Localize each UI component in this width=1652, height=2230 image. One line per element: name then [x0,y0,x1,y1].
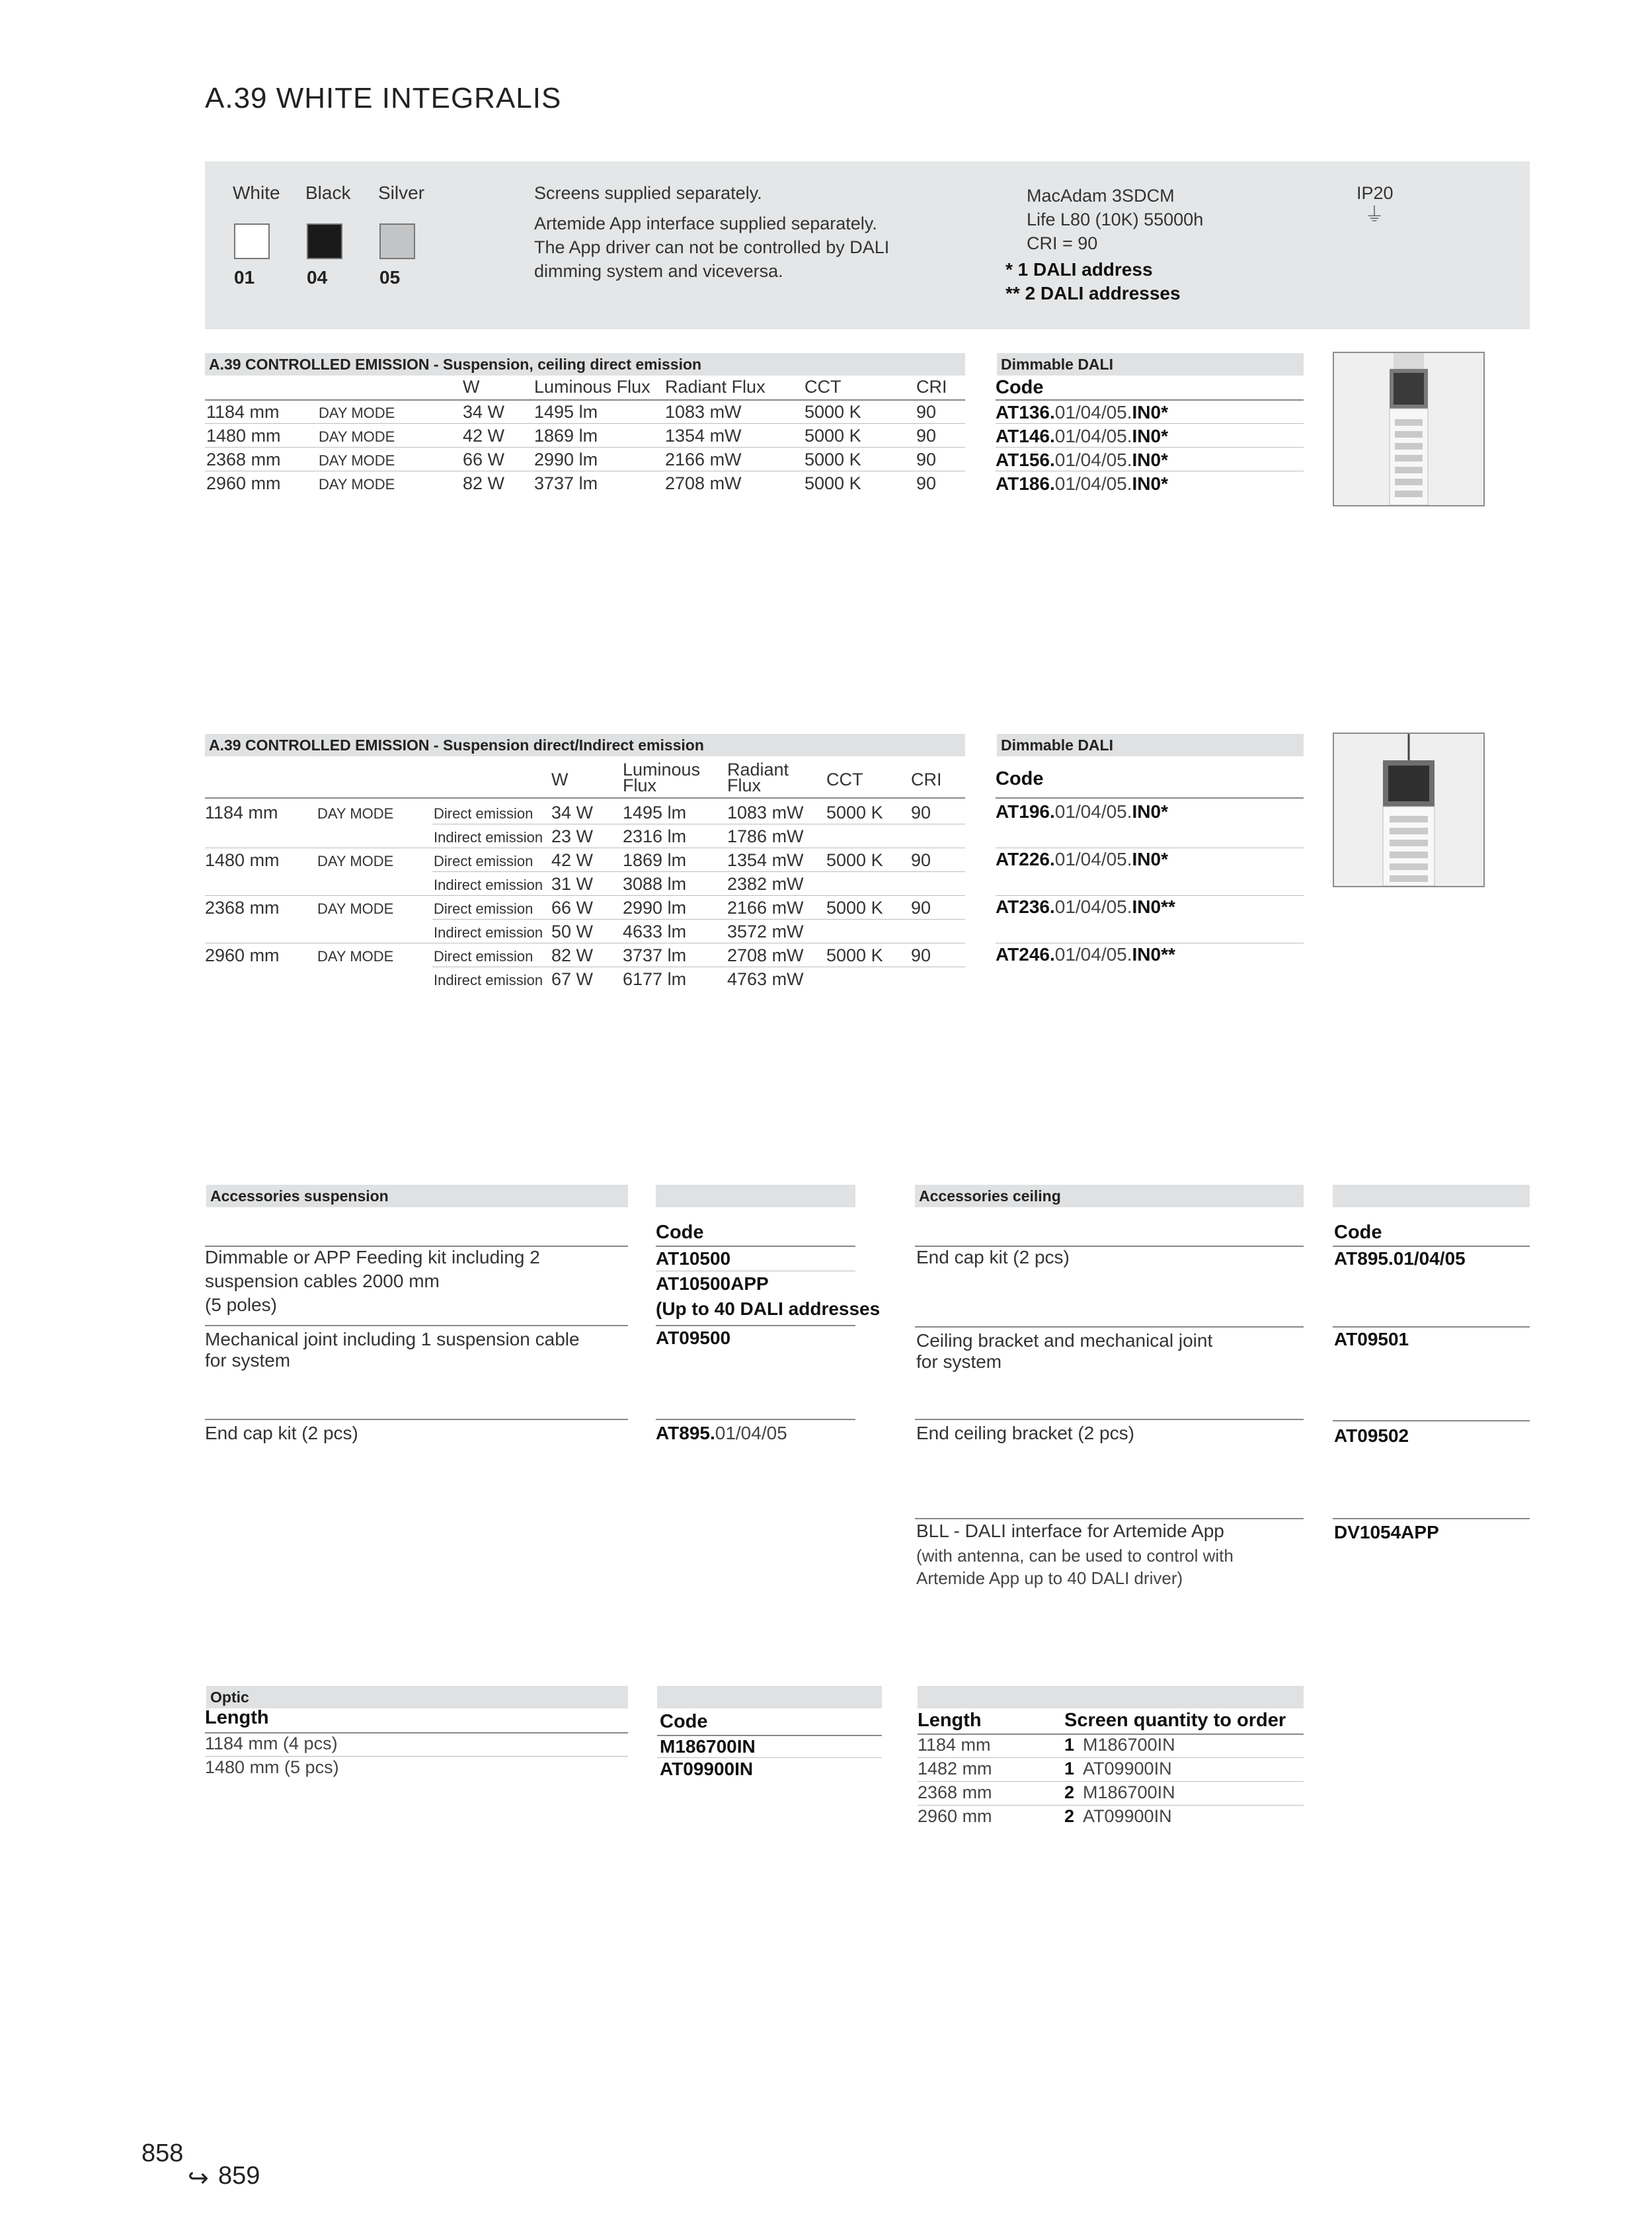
screen-qty: 2 [1064,1806,1075,1826]
group-cri: 90 [911,850,931,870]
acc-ceil-item-4: BLL - DALI interface for Artemide App [916,1521,1224,1541]
code-rule [996,895,1304,896]
screen-qty: 1 [1064,1735,1075,1755]
indirect-label: Indirect emission [434,877,543,893]
indirect-label: Indirect emission [434,972,543,988]
code-rule [656,1325,855,1326]
row-length: 2368 mm [206,450,281,469]
indirect-lum: 2316 lm [623,826,687,846]
code-rule [996,447,1304,448]
direct-watt: 82 W [551,945,594,965]
indirect-label: Indirect emission [434,924,543,941]
direct-watt: 34 W [551,803,594,822]
direct-label: Direct emission [434,805,533,822]
direct-lum: 1495 lm [623,803,687,822]
group-mode: DAY MODE [317,948,394,965]
product-code: AT146.01/04/05.IN0* [996,426,1168,446]
direct-rad: 1083 mW [727,803,804,822]
group-mode: DAY MODE [317,900,394,917]
code-rule [1333,1420,1530,1421]
acc-ceil-code-bar [1333,1185,1530,1207]
code-rule [1333,1326,1530,1328]
optic-row-rule [205,1756,628,1757]
row-rule [432,871,965,872]
row-watt: 82 W [463,473,505,493]
screens-row-rule [918,1781,1304,1782]
ground-icon: ⏚ [1364,204,1384,226]
product-code: AT136.01/04/05.IN0* [996,402,1168,422]
screens-row-rule [918,1805,1304,1806]
acc-susp-item-1-line-1: Dimmable or APP Feeding kit including 2 [205,1247,540,1267]
product-code: AT236.01/04/05.IN0** [996,896,1175,917]
row-lum: 3737 lm [534,473,598,493]
table2-header-lum2: Flux [623,776,657,795]
page-title: A.39 WHITE INTEGRALIS [205,82,562,114]
group-length: 1480 mm [205,850,280,870]
acc-ceil-item-3: End ceiling bracket (2 pcs) [916,1423,1134,1443]
group-rule [205,895,965,896]
row-cct: 5000 K [805,473,861,493]
screens-note: Screens supplied separately. [534,183,762,203]
product-code: AT186.01/04/05.IN0* [996,473,1168,494]
screen-length: 2368 mm [918,1782,992,1802]
direct-lum: 2990 lm [623,898,687,918]
optic-code: AT09900IN [660,1759,754,1779]
table1-dali-title: Dimmable DALI [997,353,1304,376]
direct-lum: 1869 lm [623,850,687,870]
acc-susp-item-1-line-3: (5 poles) [205,1294,277,1315]
row-rad: 2708 mW [665,473,742,493]
code-rule [996,423,1304,424]
acc-susp-code-header: Code [656,1222,704,1243]
table2-dali-title: Dimmable DALI [997,734,1304,756]
acc-rule [205,1325,628,1326]
screens-row-rule [918,1757,1304,1758]
acc-code: AT09500 [656,1328,731,1348]
direct-label: Direct emission [434,853,533,869]
optic-code: M186700IN [660,1736,756,1757]
acc-ceil-item-4-sub-1: (with antenna, can be used to control with [916,1546,1234,1566]
row-mode: DAY MODE [319,405,395,421]
swatch-white [234,223,270,259]
acc-rule [915,1419,1304,1420]
acc-code: AT09502 [1334,1425,1409,1446]
row-cct: 5000 K [805,426,861,446]
group-cri: 90 [911,898,931,918]
product-photo-suspension [1333,733,1485,887]
group-mode: DAY MODE [317,853,394,869]
screens-bar [918,1686,1304,1708]
screen-length: 1184 mm [918,1735,991,1755]
swatch-silver [379,223,415,259]
indirect-rad: 1786 mW [727,826,804,846]
table1-header-rad: Radiant Flux [665,377,766,397]
optic-code-header: Code [660,1711,708,1732]
acc-code: AT895.01/04/05 [656,1423,787,1443]
dali-2-address-legend: ** 2 DALI addresses [1005,283,1181,303]
code-rule [656,1419,855,1420]
cri-spec: CRI = 90 [1027,233,1098,253]
group-length: 2960 mm [205,945,280,965]
acc-code: DV1054APP [1334,1522,1439,1542]
row-cri: 90 [916,450,937,469]
row-rad: 1354 mW [665,426,742,446]
acc-susp-item-2-line-2: for system [205,1350,291,1371]
code-rule [1333,1518,1530,1519]
table2-header-rule [205,797,965,799]
row-cri: 90 [916,426,937,446]
acc-ceil-code-header: Code [1334,1222,1382,1243]
indirect-lum: 4633 lm [623,922,687,941]
row-lum: 2990 lm [534,450,598,469]
indirect-watt: 23 W [551,826,594,846]
app-note-line-3: dimming system and viceversa. [534,261,783,281]
group-cct: 5000 K [826,945,883,965]
table2-header-w: W [551,770,569,789]
product-code: AT196.01/04/05.IN0* [996,801,1168,822]
table2-code-header: Code [996,768,1044,789]
row-length: 1480 mm [206,426,281,446]
indirect-rad: 3572 mW [727,922,804,941]
row-mode: DAY MODE [319,476,395,493]
direct-label: Direct emission [434,948,533,965]
row-length: 2960 mm [206,473,281,493]
app-note-line-2: The App driver can not be controlled by DALI [534,237,890,257]
group-cri: 90 [911,945,931,965]
screen-code: AT09900IN [1083,1806,1172,1826]
luminaire-image [1334,734,1483,886]
direct-rad: 2708 mW [727,945,804,965]
acc-rule [205,1419,628,1420]
luminaire-image [1334,353,1483,505]
row-rule [205,423,965,424]
acc-code-note: (Up to 40 DALI addresses [656,1298,881,1319]
table2-header-cct: CCT [826,770,863,789]
optic-length-header: Length [205,1707,269,1728]
acc-ceil-item-4-sub-2: Artemide App up to 40 DALI driver) [916,1568,1183,1588]
screen-qty: 2 [1064,1782,1075,1802]
screen-qty: 1 [1064,1759,1075,1778]
life-spec: Life L80 (10K) 55000h [1027,210,1204,229]
screen-length: 1482 mm [918,1759,992,1778]
group-cct: 5000 K [826,803,883,822]
acc-code: AT10500APP [656,1273,769,1294]
dali-1-address-legend: * 1 DALI address [1005,259,1153,280]
row-cct: 5000 K [805,402,861,422]
optic-code-row-rule [657,1757,882,1758]
product-photo-ceiling [1333,352,1485,506]
direct-rad: 1354 mW [727,850,804,870]
screens-qty-header: Screen quantity to order [1064,1710,1286,1731]
acc-ceil-item-1: End cap kit (2 pcs) [916,1247,1070,1267]
acc-code: AT895.01/04/05 [1334,1248,1466,1269]
acc-ceil-item-2-line-2: for system [916,1351,1002,1372]
indirect-rad: 4763 mW [727,969,804,989]
screen-code: AT09900IN [1083,1759,1172,1778]
group-cri: 90 [911,803,931,822]
row-rad: 2166 mW [665,450,742,469]
row-length: 1184 mm [206,402,280,422]
acc-susp-item-3-line-1: End cap kit (2 pcs) [205,1423,358,1443]
direct-rad: 2166 mW [727,898,804,918]
direct-watt: 42 W [551,850,594,870]
product-code: AT246.01/04/05.IN0** [996,944,1175,965]
row-cct: 5000 K [805,450,861,469]
indirect-lum: 3088 lm [623,874,687,894]
optic-length: 1480 mm (5 pcs) [205,1757,339,1777]
acc-ceil-item-2-line-1: Ceiling bracket and mechanical joint [916,1330,1213,1351]
row-lum: 1869 lm [534,426,598,446]
row-cri: 90 [916,402,937,422]
table1-header-lum: Luminous Flux [534,377,650,397]
table1-header-cri: CRI [916,377,947,397]
swatch-black [307,223,342,259]
finish-code-white: 01 [234,267,255,288]
acc-code: AT09501 [1334,1329,1409,1349]
next-page-arrow-icon[interactable]: ↪ [188,2165,209,2192]
group-mode: DAY MODE [317,805,394,822]
table2-header-rad1: Radiant [727,760,789,779]
acc-susp-code-bar [656,1185,855,1207]
table2-code-rule [996,797,1304,799]
screen-length: 2960 mm [918,1806,992,1826]
acc-susp-item-1-line-2: suspension cables 2000 mm [205,1271,440,1291]
direct-lum: 3737 lm [623,945,687,965]
page-number: 858 [141,2139,184,2167]
table2-header-lum1: Luminous [623,760,701,779]
indirect-lum: 6177 lm [623,969,687,989]
acc-ceil-title: Accessories ceiling [915,1185,1304,1207]
row-mode: DAY MODE [319,452,395,469]
group-cct: 5000 K [826,898,883,918]
macadam-spec: MacAdam 3SDCM [1027,186,1175,206]
screens-length-header: Length [918,1710,982,1731]
table1-code-header: Code [996,377,1044,398]
product-code: AT156.01/04/05.IN0* [996,450,1168,470]
finish-label-black: Black [305,182,351,203]
row-watt: 34 W [463,402,505,422]
table2-title: A.39 CONTROLLED EMISSION - Suspension direct/Indirect emission [205,734,965,756]
screen-code: M186700IN [1083,1735,1175,1755]
next-page-link[interactable]: 859 [218,2162,260,2190]
indirect-watt: 50 W [551,922,594,941]
group-length: 1184 mm [205,803,278,822]
acc-rule [915,1326,1304,1328]
table1-title: A.39 CONTROLLED EMISSION - Suspension, ceiling direct emission [205,353,965,376]
indirect-label: Indirect emission [434,829,543,846]
indirect-watt: 67 W [551,969,594,989]
screen-code: M186700IN [1083,1782,1175,1802]
acc-susp-code-rule [656,1246,855,1247]
indirect-rad: 2382 mW [727,874,804,894]
finish-label-silver: Silver [378,182,425,203]
acc-susp-item-2-line-1: Mechanical joint including 1 suspension cable [205,1329,580,1349]
finish-code-silver: 05 [379,267,401,288]
acc-code: AT10500 [656,1248,731,1269]
row-watt: 66 W [463,450,505,469]
optic-code-bar [657,1686,882,1708]
table2-header-rad2: Flux [727,776,762,795]
finish-label-white: White [233,182,280,203]
row-cri: 90 [916,473,937,493]
table1-code-rule [996,399,1304,401]
row-rad: 1083 mW [665,402,742,422]
row-watt: 42 W [463,426,505,446]
row-mode: DAY MODE [319,428,395,445]
group-cct: 5000 K [826,850,883,870]
group-length: 2368 mm [205,898,280,918]
acc-ceil-code-rule [1333,1246,1530,1247]
ip-rating: IP20 [1357,183,1394,203]
row-rule [432,919,965,920]
finish-code-black: 04 [307,267,328,288]
row-lum: 1495 lm [534,402,598,422]
row-rule [205,447,965,448]
table2-header-cri: CRI [911,770,942,789]
product-code: AT226.01/04/05.IN0* [996,849,1168,869]
direct-watt: 66 W [551,898,594,918]
app-note-line-1: Artemide App interface supplied separately. [534,214,877,233]
table1-header-cct: CCT [805,377,842,397]
direct-label: Direct emission [434,900,533,917]
table1-header-w: W [463,377,480,397]
indirect-watt: 31 W [551,874,594,894]
acc-susp-title: Accessories suspension [206,1185,628,1207]
optic-title: Optic [206,1686,628,1708]
optic-length: 1184 mm (4 pcs) [205,1733,338,1753]
table1-header-rule [205,399,965,401]
